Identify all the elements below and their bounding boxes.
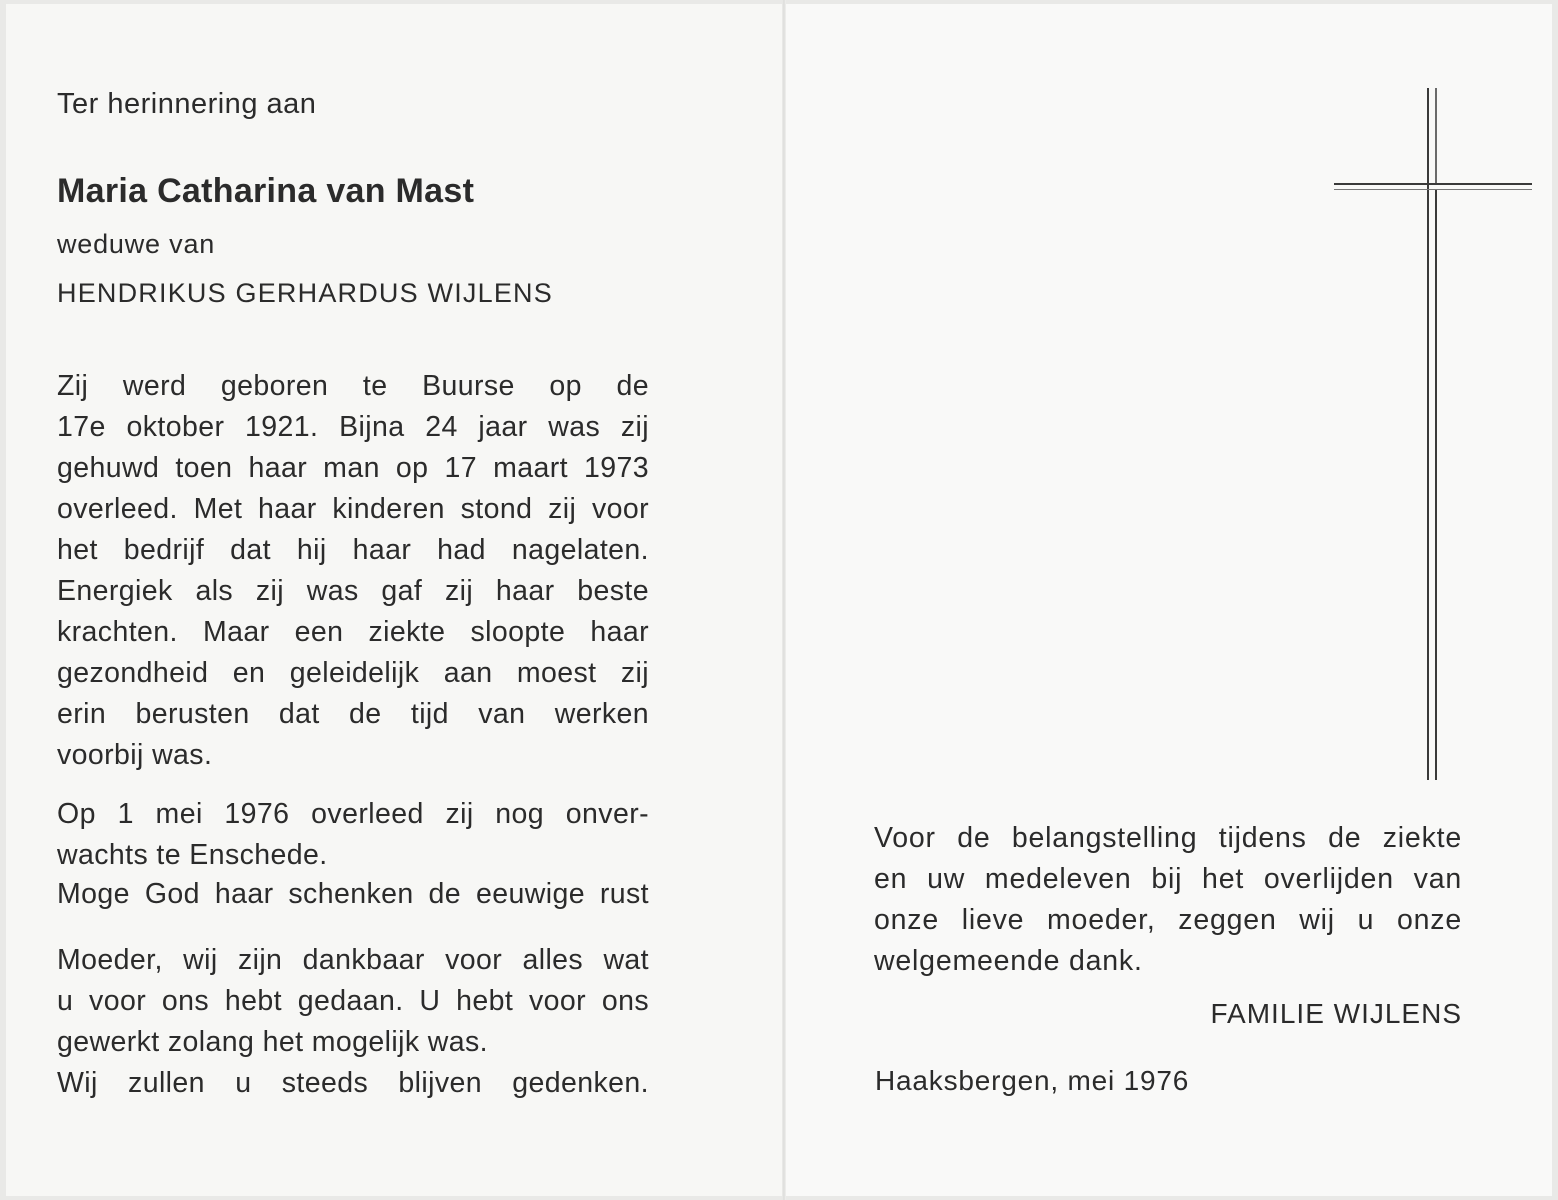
farewell-line: Wij zullen u steeds blijven gedenken. — [57, 1067, 649, 1099]
cross-vertical-line — [1435, 190, 1437, 780]
intro-text: Ter herinnering aan — [57, 88, 317, 120]
bio-line: gezondheid en geleidelijk aan moest zij — [57, 657, 649, 689]
bio-line: Energiek als zij was gaf zij haar beste — [57, 575, 649, 607]
thanks-line: Voor de belangstelling tijdens de ziekte — [874, 822, 1462, 854]
blessing — [57, 874, 649, 915]
thanks-message — [874, 818, 1462, 982]
cross-horizontal-line — [1334, 183, 1532, 185]
cross-horizontal-line — [1334, 189, 1532, 190]
thanks-line: welgemeende dank. — [874, 945, 1143, 977]
farewell-line: Moeder, wij zijn dankbaar voor alles wat — [57, 944, 649, 976]
death-line: wachts te Enschede. — [57, 839, 328, 871]
bio-line: Zij werd geboren te Buurse op de — [57, 370, 649, 402]
death-notice — [57, 794, 649, 876]
family-signature: FAMILIE WIJLENS — [1210, 998, 1462, 1029]
death-line: Op 1 mei 1976 overleed zij nog onver- — [57, 798, 649, 830]
bio-line: erin berusten dat de tijd van werken — [57, 698, 649, 730]
widow-of-text: weduwe van — [57, 229, 216, 259]
farewell-line: gewerkt zolang het mogelijk was. — [57, 1026, 489, 1058]
bio-line: overleed. Met haar kinderen stond zij voor — [57, 493, 649, 525]
biography — [57, 366, 649, 776]
husband-name: HENDRIKUS GERHARDUS WIJLENS — [57, 278, 553, 308]
farewell-line: u voor ons hebt gedaan. U hebt voor ons — [57, 985, 649, 1017]
bio-line: gehuwd toen haar man op 17 maart 1973 — [57, 452, 649, 484]
bio-line: het bedrijf dat hij haar had nagelaten. — [57, 534, 649, 566]
bio-line: krachten. Maar een ziekte sloopte haar — [57, 616, 649, 648]
farewell-message — [57, 940, 649, 1104]
bio-line: 17e oktober 1921. Bijna 24 jaar was zij — [57, 411, 649, 443]
card-fold — [782, 0, 786, 1200]
cross-vertical-line — [1427, 88, 1429, 780]
blessing-line: Moge God haar schenken de eeuwige rust — [57, 878, 649, 910]
cross-vertical-line — [1435, 88, 1437, 184]
place-date: Haaksbergen, mei 1976 — [875, 1065, 1190, 1096]
thanks-line: onze lieve moeder, zeggen wij u onze — [874, 904, 1462, 936]
deceased-name: Maria Catharina van Mast — [57, 172, 475, 210]
thanks-line: en uw medeleven bij het overlijden van — [874, 863, 1462, 895]
bio-line: voorbij was. — [57, 739, 213, 771]
